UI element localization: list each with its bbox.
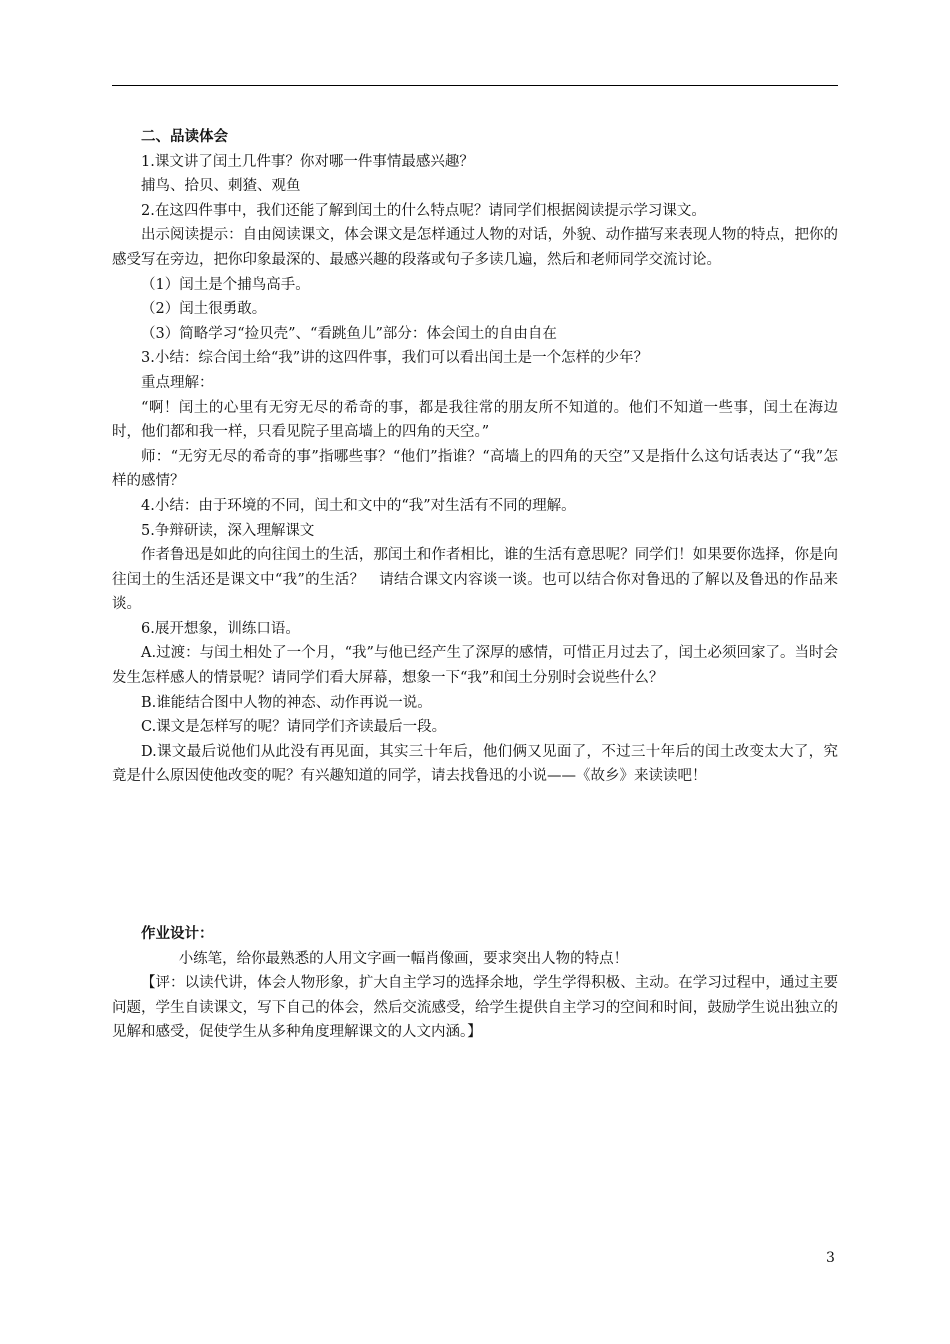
paragraph: 6.展开想象，训练口语。 bbox=[141, 620, 300, 637]
list-item: （1）闰土是个捕鸟高手。 bbox=[141, 276, 310, 293]
list-item: A.过渡：与闰土相处了一个月，“我”与他已经产生了深厚的感情，可惜正月过去了，闰土必须回家了。当时会发生怎样感人的情景呢？请同学们看大屏幕，想象一下“我”和闰土分别时会说些什么？ bbox=[112, 645, 838, 687]
paragraph: 重点理解： bbox=[141, 374, 214, 391]
paragraph: 师：“无穷无尽的希奇的事”指哪些事？“他们”指谁？“高墙上的四角的天空”又是指什么这句话表达了“我”怎样的感情？ bbox=[112, 448, 838, 490]
lesson-section bbox=[112, 125, 838, 789]
header-rule bbox=[112, 85, 838, 86]
paragraph: 4.小结：由于环境的不同，闰土和文中的“我”对生活有不同的理解。 bbox=[141, 497, 576, 514]
paragraph: 5.争辩研读，深入理解课文 bbox=[141, 522, 315, 539]
list-item: D.课文最后说他们从此没有再见面，其实三十年后，他们俩又见面了，不过三十年后的闰土改变太大了，究竟是什么原因使他改变的呢？有兴趣知道的同学，请去找鲁迅的小说——《故乡》来读读吧！ bbox=[112, 743, 838, 785]
paragraph: 作者鲁迅是如此的向往闰土的生活，那闰土和作者相比，谁的生活有意思呢？同学们！如果要你选择，你是向往闰土的生活还是课文中“我”的生活？ 请结合课文内容谈一谈。也可以结合你对鲁迅的了解以及鲁迅的作品来谈。 bbox=[112, 547, 838, 613]
list-item: （3）简略学习“捡贝壳”、“看跳鱼儿”部分：体会闰土的自由自在 bbox=[141, 325, 557, 342]
paragraph: 捕鸟、拾贝、刺猹、观鱼 bbox=[141, 178, 301, 195]
list-item: （2）闰土很勇敢。 bbox=[141, 301, 267, 318]
homework-task: 小练笔，给你最熟悉的人用文字画一幅肖像画，要求突出人物的特点！ bbox=[178, 950, 629, 967]
paragraph: 3.小结：综合闰土给“我”讲的这四件事，我们可以看出闰土是一个怎样的少年？ bbox=[141, 350, 649, 367]
quote-paragraph: “啊！闰土的心里有无穷无尽的希奇的事，都是我往常的朋友所不知道的。他们不知道一些事，闰土在海边时，他们都和我一样，只看见院子里高墙上的四角的天空。” bbox=[112, 399, 838, 441]
page-number: 3 bbox=[826, 1250, 835, 1266]
paragraph: 1.课文讲了闰土几件事？你对哪一件事情最感兴趣？ bbox=[141, 153, 474, 170]
paragraph: 出示阅读提示：自由阅读课文，体会课文是怎样通过人物的对话，外貌、动作描写来表现人物的特点，把你的感受写在旁边，把你印象最深的、最感兴趣的段落或句子多读几遍，然后和老师同学交流讨论。 bbox=[112, 227, 838, 268]
homework-comment: 【评：以读代讲，体会人物形象，扩大自主学习的选择余地，学生学得积极、主动。在学习过程中，通过主要问题，学生自读课文，写下自己的体会，然后交流感受，给学生提供自主学习的空间和时间，鼓励学生说出独立的见解和感受，促使学生从多种角度理解课文的人文内涵。】 bbox=[112, 975, 838, 1041]
homework-section bbox=[112, 922, 838, 1045]
list-item: C.课文是怎样写的呢？请同学们齐读最后一段。 bbox=[141, 719, 447, 736]
list-item: B.谁能结合图中人物的神态、动作再说一说。 bbox=[141, 694, 432, 711]
paragraph: 2.在这四件事中，我们还能了解到闰土的什么特点呢？请同学们根据阅读提示学习课文。 bbox=[141, 202, 706, 219]
section-title: 二、品读体会 bbox=[141, 128, 228, 145]
homework-title: 作业设计： bbox=[141, 925, 214, 942]
